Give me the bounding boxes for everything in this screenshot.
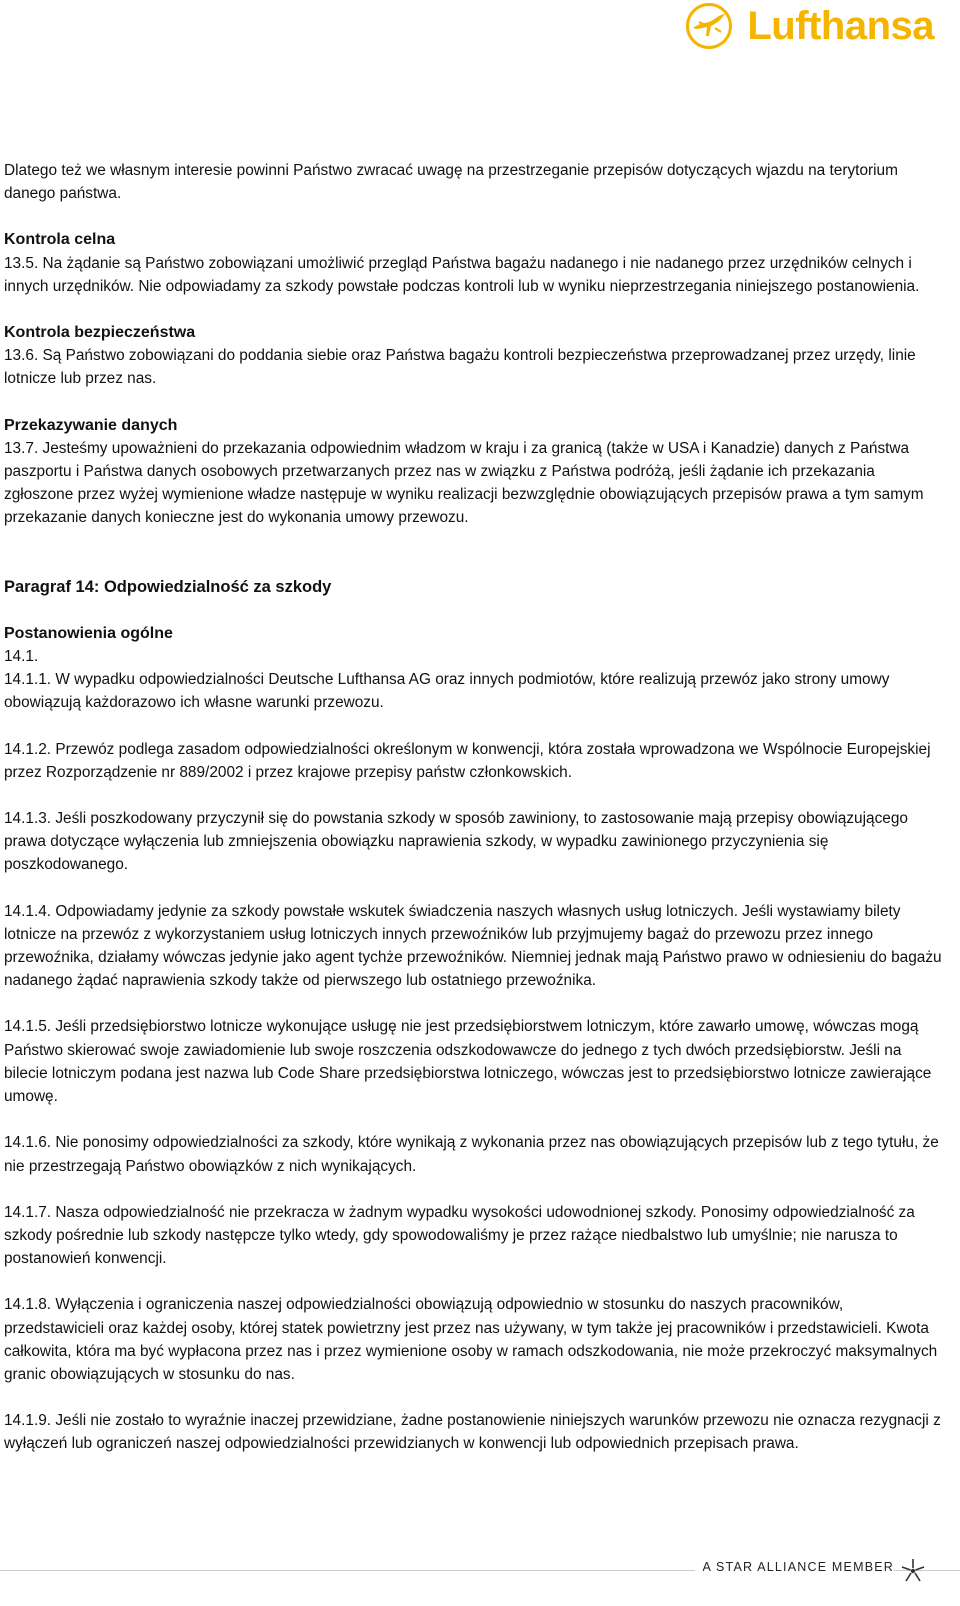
clause-14-1-7: 14.1.7. Nasza odpowiedzialność nie przekracza w żadnym wypadku wysokości udowodnionej szkody. Ponosimy odpowiedzialność za szkody pośrednie lub szkody następcze tylko wtedy, gdy spowodowaliśmy je przez rażące niedbalstwo lub umyślnie; nie narusza to postanowień konwencji. xyxy=(4,1203,915,1268)
clause-14-1-8: 14.1.8. Wyłączenia i ograniczenia naszej odpowiedzialności obowiązują odpowiednio w stosunku do naszych pracowników, przedstawicieli oraz każdej osoby, której statek powietrzny jest przez nas używany, w tym także jej pracowników i przedstawicieli. Kwota całkowita, która ma być wypłacona przez nas i przez wymienione osoby w ramach odszkodowania, nie może przekroczyć maksymalnych granic obowiązujących w stosunku do nas. xyxy=(4,1296,938,1383)
crane-logo-icon xyxy=(685,2,733,50)
section-heading: Kontrola bezpieczeństwa xyxy=(4,324,196,342)
footer xyxy=(0,1558,960,1588)
section-data-transfer xyxy=(4,414,944,530)
header-logo xyxy=(685,0,934,52)
section-customs xyxy=(4,228,944,298)
general-provisions-heading: Postanowienia ogólne xyxy=(4,624,173,642)
clause-number: 14.1. xyxy=(4,648,39,666)
clause-14-1-4: 14.1.4. Odpowiadamy jedynie za szkody powstałe wskutek świadczenia naszych własnych usług lotniczych. Jeśli wystawiamy bilety lotnicze na przewóz z wykorzystaniem usług lotniczych innych przewoźników lub przyjmujemy bagaż do przewozu przez innego przewoźnika, działamy wówczas jedynie jako agent tychże przewoźników. Niemniej jednak mają Państwo prawo w odniesieniu do bagażu nadanego żądać naprawienia szkody także od pierwszego lub ostatniego przewoźnika. xyxy=(4,902,942,990)
clause-14-1-1: 14.1.1. W wypadku odpowiedzialności Deutsche Lufthansa AG oraz innych podmiotów, które realizują przewóz jako strony umowy obowiązują każdorazowo ich własne warunki przewozu. xyxy=(4,671,890,712)
brand-wordmark: Lufthansa xyxy=(747,3,934,48)
clause-14-1-3: 14.1.3. Jeśli poszkodowany przyczynił się do powstania szkody w sposób zawiniony, to zastosowanie mają przepisy obowiązującego prawa dotyczące wyłączenia lub zmniejszenia obowiązku naprawienia szkody, w wypadku zawinionego przyczynienia się poszkodowanego. xyxy=(4,810,908,874)
clause-14-1-6: 14.1.6. Nie ponosimy odpowiedzialności za szkody, które wynikają z wykonania przez nas obowiązujących przepisów lub z tego tytułu, że nie przestrzegają Państwo obowiązków z nich wynikających. xyxy=(4,1134,939,1175)
section-heading: Przekazywanie danych xyxy=(4,416,178,434)
section-text: 13.7. Jesteśmy upoważnieni do przekazania odpowiednim władzom w kraju i za granicą (także w USA i Kanadzie) danych z Państwa paszportu i Państwa danych osobowych przetwarzanych przez nas w związku z Państwa podróżą, jeśli żądanie ich przekazania zgłoszone przez wyżej wymienione władze następuje w wyniku realizacji bezwzględnie obowiązujących przepisów prawa a tym samym przekazanie danych konieczne jest do wykonania umowy przewozu. xyxy=(4,439,924,527)
document-body xyxy=(4,159,944,1456)
clause-14-1-5: 14.1.5. Jeśli przedsiębiorstwo lotnicze wykonujące usługę nie jest przedsiębiorstwem lotniczym, które zawarło umowę, wówczas mogą Państwo skierować swoje zawiadomienie lub swoje roszczenia odszkodowawcze do jednego z tych dwóch przedsiębiorstw. Jeśli na bilecie lotniczym podana jest nazwa lub Code Share przedsiębiorstwa lotniczego, wówczas jest to przedsiębiorstwo lotnicze zawierające umowę. xyxy=(4,1018,932,1106)
star-alliance-text: A STAR ALLIANCE MEMBER xyxy=(695,1560,895,1574)
section-heading: Kontrola celna xyxy=(4,231,116,249)
section-text: 13.6. Są Państwo zobowiązani do poddania siebie oraz Państwa bagażu kontroli bezpieczeństwa przeprowadzanej przez urzędy, linie lotnicze lub przez nas. xyxy=(4,347,916,388)
paragraph-14-title: Paragraf 14: Odpowiedzialność za szkody xyxy=(4,577,332,596)
clause-14-1-2: 14.1.2. Przewóz podlega zasadom odpowiedzialności określonym w konwencji, która została wprowadzona we Wspólnocie Europejskiej przez Rozporządzenie nr 889/2002 i przez krajowe przepisy państw członkowskich. xyxy=(4,740,931,781)
section-security xyxy=(4,321,944,391)
section-text: 13.5. Na żądanie są Państwo zobowiązani umożliwić przegląd Państwa bagażu nadanego i nie nadanego przez urzędników celnych i innych urzędników. Nie odpowiadamy za szkody powstałe podczas kontroli lub w wyniku nieprzestrzegania niniejszego postanowienia. xyxy=(4,254,920,295)
star-alliance-icon xyxy=(898,1556,928,1591)
intro-paragraph: Dlatego też we własnym interesie powinni Państwo zwracać uwagę na przestrzeganie przepisów dotyczących wjazdu na terytorium danego państwa. xyxy=(4,162,898,203)
clause-14-1-9: 14.1.9. Jeśli nie zostało to wyraźnie inaczej przewidziane, żadne postanowienie niniejszych warunków przewozu nie oznacza rezygnacji z wyłączeń lub ograniczeń naszej odpowiedzialności przewidzianych w konwencji lub odpowiednich przepisach prawa. xyxy=(4,1412,941,1453)
